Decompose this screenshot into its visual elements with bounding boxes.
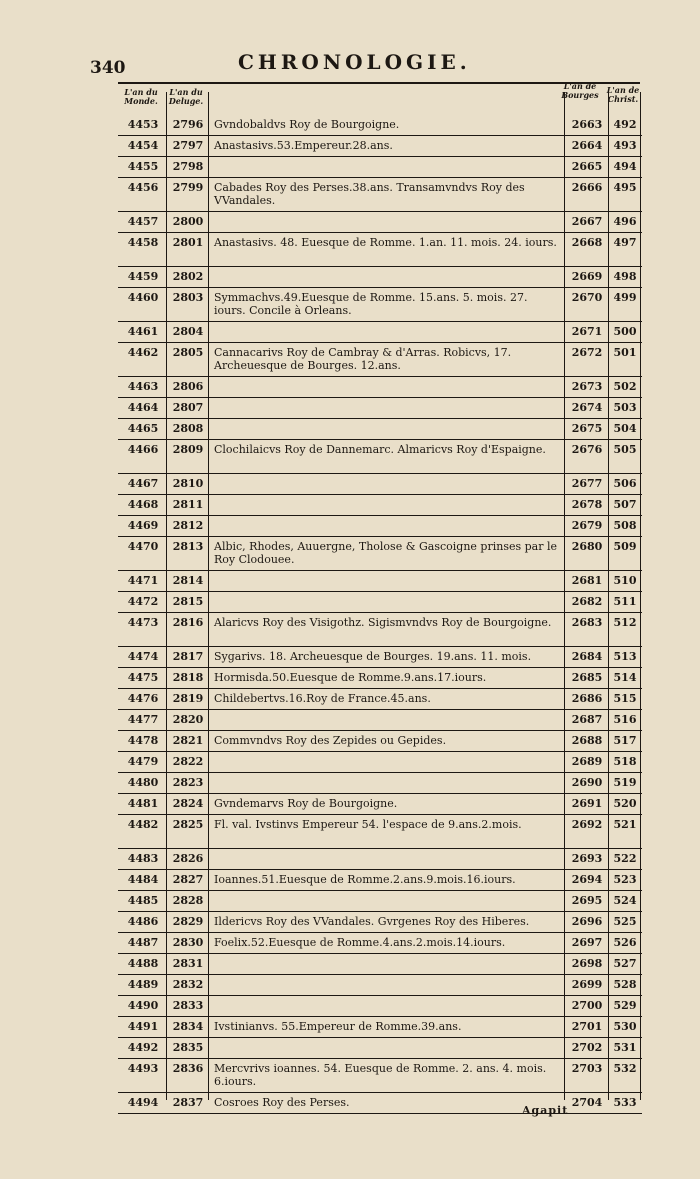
year-bourges: 2696 bbox=[571, 915, 603, 928]
table-row bbox=[118, 1037, 642, 1059]
year-christ: 506 bbox=[613, 477, 637, 490]
year-bourges: 2669 bbox=[571, 270, 603, 283]
year-monde: 4466 bbox=[127, 443, 159, 456]
table-row bbox=[118, 814, 642, 849]
year-bourges: 2668 bbox=[571, 236, 603, 249]
year-christ: 514 bbox=[613, 671, 637, 684]
table-row bbox=[118, 890, 642, 912]
year-christ: 528 bbox=[613, 978, 637, 991]
table-row bbox=[118, 156, 642, 178]
year-monde: 4460 bbox=[127, 291, 159, 304]
year-monde: 4484 bbox=[127, 873, 159, 886]
year-christ: 503 bbox=[613, 401, 637, 414]
year-monde: 4494 bbox=[127, 1096, 159, 1109]
table-row bbox=[118, 266, 642, 288]
year-bourges: 2689 bbox=[571, 755, 603, 768]
column-header-monde: L'an du Monde. bbox=[124, 87, 158, 106]
column-header-deluge: L'an du Deluge. bbox=[168, 87, 204, 106]
year-monde: 4477 bbox=[127, 713, 159, 726]
year-monde: 4487 bbox=[127, 936, 159, 949]
year-bourges: 2670 bbox=[571, 291, 603, 304]
year-deluge: 2819 bbox=[172, 692, 204, 705]
year-bourges: 2697 bbox=[571, 936, 603, 949]
entry-text: Symmachvs.49.Euesque de Romme. 15.ans. 5. mois. 27. iours. Concile à Orleans. bbox=[214, 291, 528, 317]
entry-text: Cannacarivs Roy de Cambray & d'Arras. Robicvs, 17. Archeuesque de Bourges. 12.ans. bbox=[214, 346, 512, 372]
table-row bbox=[118, 688, 642, 710]
year-christ: 508 bbox=[613, 519, 637, 532]
year-deluge: 2807 bbox=[172, 401, 204, 414]
table-row bbox=[118, 751, 642, 773]
year-monde: 4469 bbox=[127, 519, 159, 532]
entry-text: Sygarivs. 18. Archeuesque de Bourges. 19.ans. 11. mois. bbox=[214, 650, 532, 663]
column-header-bourges: L'an de Bourges bbox=[561, 81, 599, 100]
year-christ: 524 bbox=[613, 894, 637, 907]
year-monde: 4478 bbox=[127, 734, 159, 747]
year-deluge: 2809 bbox=[172, 443, 204, 456]
year-bourges: 2699 bbox=[571, 978, 603, 991]
year-deluge: 2797 bbox=[172, 139, 204, 152]
entry-text: Fl. val. Ivstinvs Empereur 54. l'espace de 9.ans.2.mois. bbox=[214, 818, 522, 831]
year-christ: 509 bbox=[613, 540, 637, 553]
year-deluge: 2837 bbox=[172, 1096, 204, 1109]
year-bourges: 2679 bbox=[571, 519, 603, 532]
table-row bbox=[118, 570, 642, 592]
year-bourges: 2687 bbox=[571, 713, 603, 726]
year-christ: 518 bbox=[613, 755, 637, 768]
table-row bbox=[118, 772, 642, 794]
table-row bbox=[118, 995, 642, 1017]
year-monde: 4455 bbox=[127, 160, 159, 173]
year-bourges: 2701 bbox=[571, 1020, 603, 1033]
year-christ: 492 bbox=[613, 118, 637, 131]
year-christ: 511 bbox=[613, 595, 637, 608]
year-deluge: 2803 bbox=[172, 291, 204, 304]
year-christ: 499 bbox=[613, 291, 637, 304]
table-row bbox=[118, 439, 642, 474]
year-christ: 494 bbox=[613, 160, 637, 173]
year-monde: 4479 bbox=[127, 755, 159, 768]
year-christ: 501 bbox=[613, 346, 637, 359]
year-deluge: 2804 bbox=[172, 325, 204, 338]
table-row bbox=[118, 848, 642, 870]
year-deluge: 2817 bbox=[172, 650, 204, 663]
year-bourges: 2677 bbox=[571, 477, 603, 490]
entry-text: Cosroes Roy des Perses. bbox=[214, 1096, 350, 1109]
year-christ: 526 bbox=[613, 936, 637, 949]
year-deluge: 2814 bbox=[172, 574, 204, 587]
table-row bbox=[118, 135, 642, 157]
year-bourges: 2692 bbox=[571, 818, 603, 831]
table-row bbox=[118, 177, 642, 212]
year-christ: 496 bbox=[613, 215, 637, 228]
entry-text: Ivstinianvs. 55.Empereur de Romme.39.ans. bbox=[214, 1020, 462, 1033]
catchword: Agapit bbox=[522, 1104, 569, 1117]
year-christ: 497 bbox=[613, 236, 637, 249]
year-bourges: 2673 bbox=[571, 380, 603, 393]
entry-text: Ioannes.51.Euesque de Romme.2.ans.9.mois.16.iours. bbox=[214, 873, 516, 886]
year-monde: 4486 bbox=[127, 915, 159, 928]
table-row bbox=[118, 342, 642, 377]
year-monde: 4493 bbox=[127, 1062, 159, 1075]
year-christ: 512 bbox=[613, 616, 637, 629]
year-christ: 513 bbox=[613, 650, 637, 663]
year-christ: 517 bbox=[613, 734, 637, 747]
year-monde: 4476 bbox=[127, 692, 159, 705]
year-bourges: 2683 bbox=[571, 616, 603, 629]
year-bourges: 2684 bbox=[571, 650, 603, 663]
year-bourges: 2690 bbox=[571, 776, 603, 789]
year-deluge: 2835 bbox=[172, 1041, 204, 1054]
table-row bbox=[118, 974, 642, 996]
year-monde: 4456 bbox=[127, 181, 159, 194]
table-row bbox=[118, 397, 642, 419]
year-monde: 4475 bbox=[127, 671, 159, 684]
year-bourges: 2663 bbox=[571, 118, 603, 131]
table-row bbox=[118, 793, 642, 815]
year-bourges: 2700 bbox=[571, 999, 603, 1012]
year-monde: 4492 bbox=[127, 1041, 159, 1054]
year-bourges: 2698 bbox=[571, 957, 603, 970]
year-bourges: 2667 bbox=[571, 215, 603, 228]
year-christ: 533 bbox=[613, 1096, 637, 1109]
year-deluge: 2822 bbox=[172, 755, 204, 768]
year-monde: 4464 bbox=[127, 401, 159, 414]
year-bourges: 2694 bbox=[571, 873, 603, 886]
year-monde: 4462 bbox=[127, 346, 159, 359]
year-deluge: 2812 bbox=[172, 519, 204, 532]
year-bourges: 2685 bbox=[571, 671, 603, 684]
running-title: CHRONOLOGIE. bbox=[238, 50, 471, 74]
year-bourges: 2671 bbox=[571, 325, 603, 338]
year-deluge: 2826 bbox=[172, 852, 204, 865]
year-christ: 525 bbox=[613, 915, 637, 928]
year-bourges: 2681 bbox=[571, 574, 603, 587]
year-deluge: 2806 bbox=[172, 380, 204, 393]
year-monde: 4489 bbox=[127, 978, 159, 991]
year-christ: 522 bbox=[613, 852, 637, 865]
year-deluge: 2832 bbox=[172, 978, 204, 991]
year-deluge: 2799 bbox=[172, 181, 204, 194]
table-row bbox=[118, 667, 642, 689]
year-christ: 515 bbox=[613, 692, 637, 705]
entry-text: Gvndemarvs Roy de Bourgoigne. bbox=[214, 797, 398, 810]
year-monde: 4461 bbox=[127, 325, 159, 338]
year-christ: 495 bbox=[613, 181, 637, 194]
year-christ: 530 bbox=[613, 1020, 637, 1033]
year-bourges: 2666 bbox=[571, 181, 603, 194]
year-bourges: 2695 bbox=[571, 894, 603, 907]
table-row bbox=[118, 536, 642, 571]
year-christ: 529 bbox=[613, 999, 637, 1012]
year-bourges: 2672 bbox=[571, 346, 603, 359]
year-bourges: 2703 bbox=[571, 1062, 603, 1075]
table-row bbox=[118, 114, 642, 136]
table-row bbox=[118, 515, 642, 537]
year-deluge: 2830 bbox=[172, 936, 204, 949]
column-header-christ: L'an de Christ. bbox=[606, 85, 640, 104]
year-christ: 505 bbox=[613, 443, 637, 456]
entry-text: Ildericvs Roy des VVandales. Gvrgenes Roy des Hiberes. bbox=[214, 915, 530, 928]
year-bourges: 2693 bbox=[571, 852, 603, 865]
table-row bbox=[118, 646, 642, 668]
year-deluge: 2802 bbox=[172, 270, 204, 283]
year-monde: 4482 bbox=[127, 818, 159, 831]
entry-text: Foelix.52.Euesque de Romme.4.ans.2.mois.14.iours. bbox=[214, 936, 506, 949]
year-christ: 500 bbox=[613, 325, 637, 338]
entry-text: Alaricvs Roy des Visigothz. Sigismvndvs Roy de Bourgoigne. bbox=[214, 616, 552, 629]
year-deluge: 2831 bbox=[172, 957, 204, 970]
entry-text: Childebertvs.16.Roy de France.45.ans. bbox=[214, 692, 431, 705]
year-christ: 527 bbox=[613, 957, 637, 970]
year-christ: 520 bbox=[613, 797, 637, 810]
year-deluge: 2818 bbox=[172, 671, 204, 684]
year-bourges: 2675 bbox=[571, 422, 603, 435]
table-row bbox=[118, 911, 642, 933]
table-row bbox=[118, 211, 642, 233]
year-deluge: 2823 bbox=[172, 776, 204, 789]
entry-text: Cabades Roy des Perses.38.ans. Transamvndvs Roy des VVandales. bbox=[214, 181, 525, 207]
year-monde: 4459 bbox=[127, 270, 159, 283]
year-bourges: 2674 bbox=[571, 401, 603, 414]
year-deluge: 2815 bbox=[172, 595, 204, 608]
year-bourges: 2688 bbox=[571, 734, 603, 747]
year-monde: 4453 bbox=[127, 118, 159, 131]
year-monde: 4470 bbox=[127, 540, 159, 553]
entry-text: Albic, Rhodes, Auuergne, Tholose & Gascoigne prinses par le Roy Clodouee. bbox=[214, 540, 557, 566]
year-monde: 4457 bbox=[127, 215, 159, 228]
year-christ: 507 bbox=[613, 498, 637, 511]
page-number: 340 bbox=[90, 58, 126, 78]
year-deluge: 2810 bbox=[172, 477, 204, 490]
table-row bbox=[118, 869, 642, 891]
year-christ: 504 bbox=[613, 422, 637, 435]
table-row bbox=[118, 709, 642, 731]
year-christ: 493 bbox=[613, 139, 637, 152]
year-monde: 4473 bbox=[127, 616, 159, 629]
year-deluge: 2801 bbox=[172, 236, 204, 249]
year-monde: 4472 bbox=[127, 595, 159, 608]
entry-text: Hormisda.50.Euesque de Romme.9.ans.17.iours. bbox=[214, 671, 487, 684]
year-monde: 4488 bbox=[127, 957, 159, 970]
year-deluge: 2805 bbox=[172, 346, 204, 359]
entry-text: Clochilaicvs Roy de Dannemarc. Almaricvs Roy d'Espaigne. bbox=[214, 443, 546, 456]
year-monde: 4483 bbox=[127, 852, 159, 865]
table-row bbox=[118, 1058, 642, 1093]
table-row bbox=[118, 612, 642, 647]
table-row bbox=[118, 473, 642, 495]
entry-text: Mercvrivs ioannes. 54. Euesque de Romme. 2. ans. 4. mois. 6.iours. bbox=[214, 1062, 547, 1088]
year-christ: 519 bbox=[613, 776, 637, 789]
year-deluge: 2800 bbox=[172, 215, 204, 228]
year-deluge: 2829 bbox=[172, 915, 204, 928]
year-deluge: 2834 bbox=[172, 1020, 204, 1033]
year-deluge: 2796 bbox=[172, 118, 204, 131]
year-deluge: 2833 bbox=[172, 999, 204, 1012]
year-bourges: 2664 bbox=[571, 139, 603, 152]
year-bourges: 2682 bbox=[571, 595, 603, 608]
year-deluge: 2811 bbox=[172, 498, 204, 511]
year-deluge: 2836 bbox=[172, 1062, 204, 1075]
year-monde: 4467 bbox=[127, 477, 159, 490]
table-row bbox=[118, 232, 642, 267]
year-monde: 4490 bbox=[127, 999, 159, 1012]
year-monde: 4485 bbox=[127, 894, 159, 907]
year-monde: 4463 bbox=[127, 380, 159, 393]
entry-text: Anastasivs.53.Empereur.28.ans. bbox=[214, 139, 393, 152]
year-monde: 4471 bbox=[127, 574, 159, 587]
year-christ: 521 bbox=[613, 818, 637, 831]
table-row bbox=[118, 418, 642, 440]
year-deluge: 2827 bbox=[172, 873, 204, 886]
year-deluge: 2813 bbox=[172, 540, 204, 553]
year-bourges: 2702 bbox=[571, 1041, 603, 1054]
year-bourges: 2680 bbox=[571, 540, 603, 553]
year-christ: 532 bbox=[613, 1062, 637, 1075]
year-christ: 510 bbox=[613, 574, 637, 587]
year-bourges: 2704 bbox=[571, 1096, 603, 1109]
year-monde: 4474 bbox=[127, 650, 159, 663]
year-deluge: 2808 bbox=[172, 422, 204, 435]
chronology-table bbox=[118, 92, 642, 1109]
year-monde: 4491 bbox=[127, 1020, 159, 1033]
year-bourges: 2691 bbox=[571, 797, 603, 810]
year-christ: 516 bbox=[613, 713, 637, 726]
year-monde: 4454 bbox=[127, 139, 159, 152]
year-deluge: 2816 bbox=[172, 616, 204, 629]
year-christ: 523 bbox=[613, 873, 637, 886]
table-row bbox=[118, 932, 642, 954]
year-christ: 498 bbox=[613, 270, 637, 283]
table-row bbox=[118, 953, 642, 975]
entry-text: Gvndobaldvs Roy de Bourgoigne. bbox=[214, 118, 400, 131]
year-deluge: 2824 bbox=[172, 797, 204, 810]
entry-text: Anastasivs. 48. Euesque de Romme. 1.an. 11. mois. 24. iours. bbox=[214, 236, 557, 249]
table-row bbox=[118, 1016, 642, 1038]
year-bourges: 2676 bbox=[571, 443, 603, 456]
table-row bbox=[118, 287, 642, 322]
year-bourges: 2678 bbox=[571, 498, 603, 511]
table-row bbox=[118, 730, 642, 752]
table-row bbox=[118, 321, 642, 343]
year-monde: 4465 bbox=[127, 422, 159, 435]
year-deluge: 2821 bbox=[172, 734, 204, 747]
year-christ: 502 bbox=[613, 380, 637, 393]
year-deluge: 2820 bbox=[172, 713, 204, 726]
year-monde: 4458 bbox=[127, 236, 159, 249]
year-deluge: 2825 bbox=[172, 818, 204, 831]
year-monde: 4481 bbox=[127, 797, 159, 810]
table-row bbox=[118, 591, 642, 613]
year-monde: 4468 bbox=[127, 498, 159, 511]
entry-text: Commvndvs Roy des Zepides ou Gepides. bbox=[214, 734, 447, 747]
year-deluge: 2798 bbox=[172, 160, 204, 173]
year-bourges: 2665 bbox=[571, 160, 603, 173]
year-bourges: 2686 bbox=[571, 692, 603, 705]
year-deluge: 2828 bbox=[172, 894, 204, 907]
table-row bbox=[118, 494, 642, 516]
table-row bbox=[118, 376, 642, 398]
year-monde: 4480 bbox=[127, 776, 159, 789]
year-christ: 531 bbox=[613, 1041, 637, 1054]
